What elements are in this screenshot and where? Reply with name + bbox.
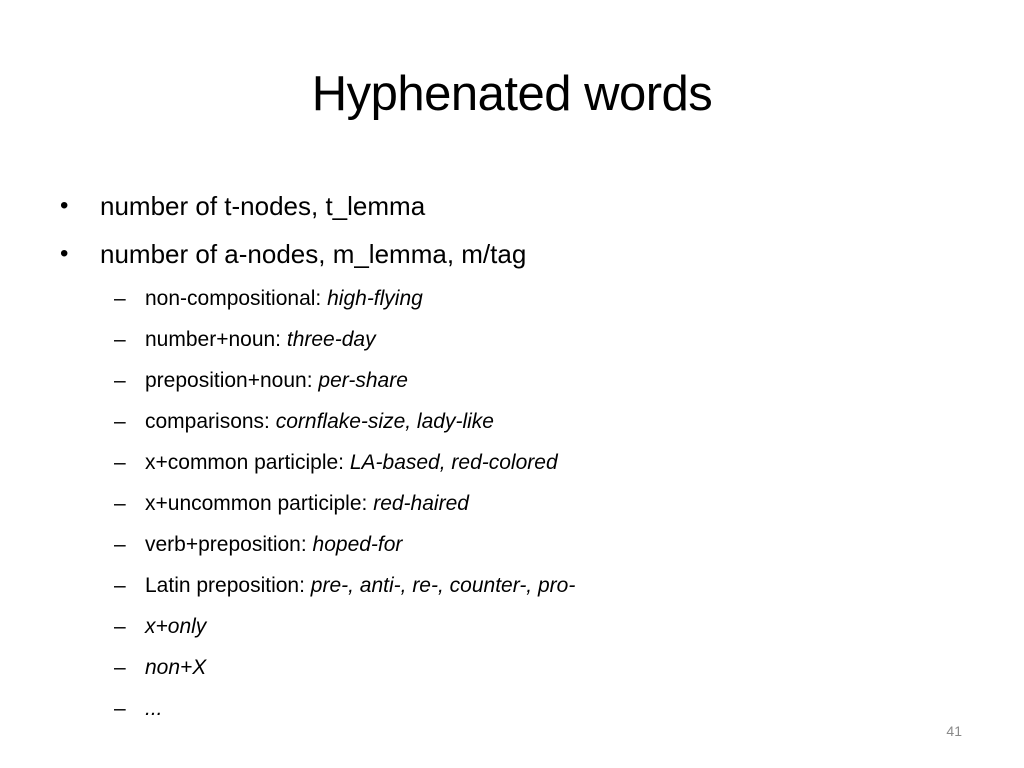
sub-bullet-example: pre-, anti-, re-, counter-, pro- <box>310 574 576 597</box>
sub-bullet-label: non-compositional: <box>145 287 328 310</box>
dash-icon: – <box>114 697 126 720</box>
page-number: 41 <box>946 723 962 739</box>
sub-bullet-example: cornflake-size, lady-like <box>275 410 494 433</box>
sub-bullet-item <box>60 528 980 562</box>
dash-icon: – <box>114 328 126 351</box>
bullet-text: number of t-nodes, t_lemma <box>100 191 426 221</box>
sub-bullet-example: per-share <box>318 369 408 392</box>
sub-bullet-label: verb+preposition: <box>145 533 313 556</box>
sub-bullet-item <box>60 610 980 644</box>
sub-bullet-label: x+common participle: <box>145 451 350 474</box>
sub-bullet-item <box>60 651 980 685</box>
sub-bullet-label: x+uncommon participle: <box>145 492 374 515</box>
bullet-text: number of a-nodes, m_lemma, m/tag <box>100 239 527 269</box>
sub-bullet-label: comparisons: <box>145 410 276 433</box>
bullet-item <box>60 186 980 226</box>
bullet-item <box>60 234 980 274</box>
dash-icon: – <box>114 615 126 638</box>
dash-icon: – <box>114 574 126 597</box>
dash-icon: – <box>114 451 126 474</box>
sub-bullet-example: ... <box>145 697 163 720</box>
sub-bullet-item <box>60 282 980 316</box>
dash-icon: – <box>114 287 126 310</box>
sub-bullet-item <box>60 446 980 480</box>
dash-icon: – <box>114 492 126 515</box>
slide-content <box>60 186 980 733</box>
sub-bullet-example: high-flying <box>327 287 423 310</box>
sub-bullet-example: LA-based, red-colored <box>349 451 558 474</box>
sub-bullet-item <box>60 692 980 726</box>
sub-bullet-item <box>60 364 980 398</box>
sub-bullet-item <box>60 569 980 603</box>
sub-bullet-example: three-day <box>286 328 376 351</box>
sub-bullet-item <box>60 405 980 439</box>
dash-icon: – <box>114 656 126 679</box>
sub-bullet-label: preposition+noun: <box>145 369 319 392</box>
dash-icon: – <box>114 369 126 392</box>
sub-bullet-label: Latin preposition: <box>145 574 311 597</box>
bullet-icon: • <box>60 240 69 267</box>
sub-bullet-label: number+noun: <box>145 328 287 351</box>
bullet-icon: • <box>60 192 69 219</box>
sub-bullet-example: non+X <box>145 656 207 679</box>
dash-icon: – <box>114 410 126 433</box>
sub-bullet-example: red-haired <box>373 492 469 515</box>
sub-bullet-example: hoped-for <box>312 533 403 556</box>
dash-icon: – <box>114 533 126 556</box>
slide-title: Hyphenated words <box>311 67 713 121</box>
sub-bullet-item <box>60 323 980 357</box>
sub-bullet-example: x+only <box>145 615 207 638</box>
sub-bullet-item <box>60 487 980 521</box>
